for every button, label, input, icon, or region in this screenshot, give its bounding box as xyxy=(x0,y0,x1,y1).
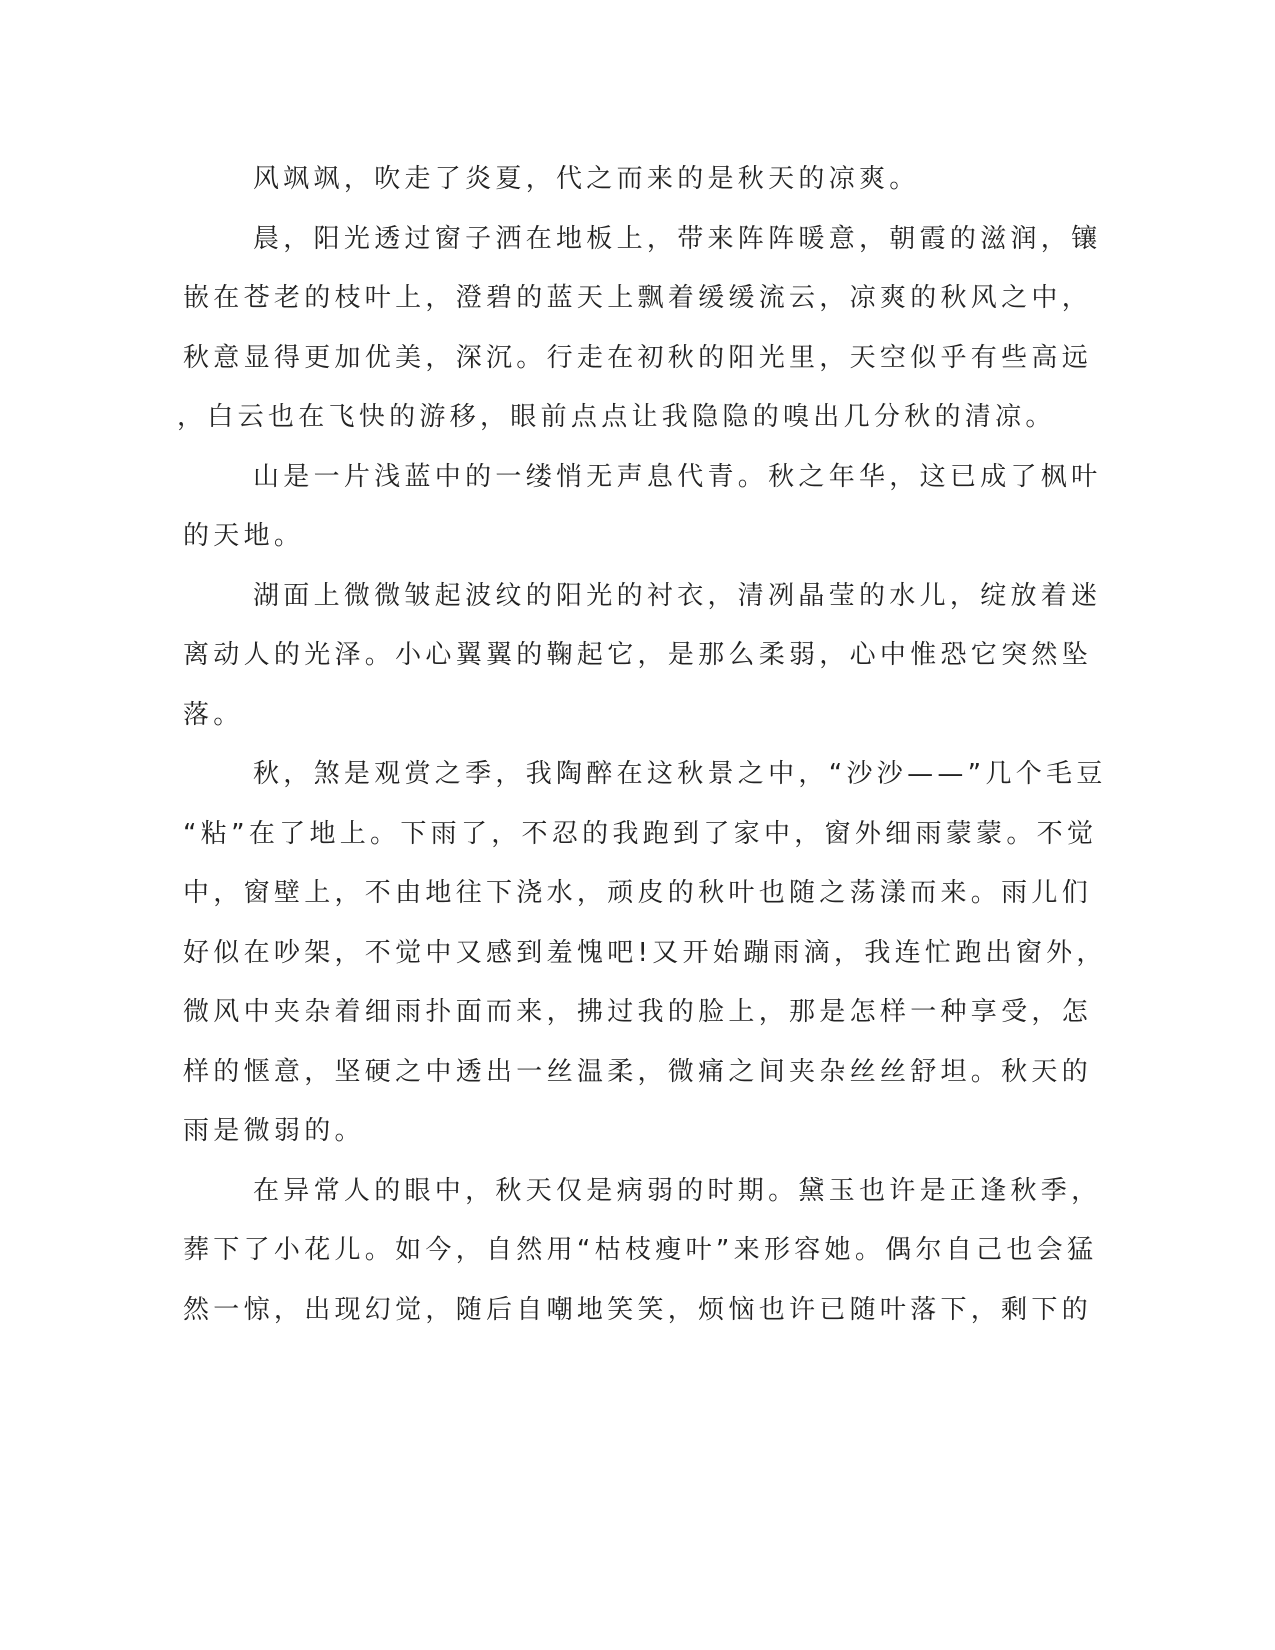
paragraph-3-line-2: 的天地。 xyxy=(183,521,305,551)
paragraph-5-line-5: 微风中夹杂着细雨扑面而来，拂过我的脸上，那是怎样一种享受，怎 xyxy=(183,997,1093,1027)
paragraph-2-line-3: 秋意显得更加优美，深沉。行走在初秋的阳光里，天空似乎有些高远 xyxy=(183,342,1093,373)
paragraph-5-line-7: 雨是微弱的。 xyxy=(183,1116,365,1146)
paragraph-3-line-1: 山是一片浅蓝中的一缕悄无声息代青。秋之年华，这已成了枫叶 xyxy=(253,461,1102,492)
paragraph-2-line-1: 晨，阳光透过窗子洒在地板上，带来阵阵暖意，朝霞的滋润，镶 xyxy=(253,223,1102,254)
paragraph-4-line-1: 湖面上微微皱起波纹的阳光的衬衣，清冽晶莹的水儿，绽放着迷 xyxy=(253,580,1102,611)
paragraph-6-line-1: 在异常人的眼中，秋天仅是病弱的时期。黛玉也许是正逢秋季， xyxy=(253,1175,1102,1206)
paragraph-5-line-6: 样的惬意，坚硬之中透出一丝温柔，微痛之间夹杂丝丝舒坦。秋天的 xyxy=(183,1056,1093,1087)
paragraph-2-line-2: 嵌在苍老的枝叶上，澄碧的蓝天上飘着缓缓流云，凉爽的秋风之中， xyxy=(183,283,1093,313)
paragraph-2-line-4: ，白云也在飞快的游移，眼前点点让我隐隐的嗅出几分秋的清凉。 xyxy=(177,402,1056,432)
paragraph-5-line-1: 秋，煞是观赏之季，我陶醉在这秋景之中，“沙沙——”几个毛豆 xyxy=(253,759,1107,789)
paragraph-4-line-3: 落。 xyxy=(183,699,244,730)
paragraph-4-line-2: 离动人的光泽。小心翼翼的鞠起它，是那么柔弱，心中惟恐它突然坠 xyxy=(183,640,1093,670)
paragraph-1-line-1: 风飒飒，吹走了炎夏，代之而来的是秋天的凉爽。 xyxy=(253,164,920,194)
paragraph-5-line-4: 好似在吵架，不觉中又感到羞愧吧!又开始蹦雨滴，我连忙跑出窗外， xyxy=(183,937,1107,968)
paragraph-6-line-3: 然一惊，出现幻觉，随后自嘲地笑笑，烦恼也许已随叶落下，剩下的 xyxy=(183,1294,1093,1325)
paragraph-5-line-3: 中，窗壁上，不由地往下浇水，顽皮的秋叶也随之荡漾而来。雨儿们 xyxy=(183,878,1093,908)
paragraph-6-line-2: 葬下了小花儿。如今，自然用“枯枝瘦叶”来形容她。偶尔自己也会猛 xyxy=(183,1235,1098,1265)
document-body xyxy=(177,150,1107,1340)
paragraph-5-line-2: “粘”在了地上。下雨了，不忍的我跑到了家中，窗外细雨蒙蒙。不觉 xyxy=(183,818,1098,849)
